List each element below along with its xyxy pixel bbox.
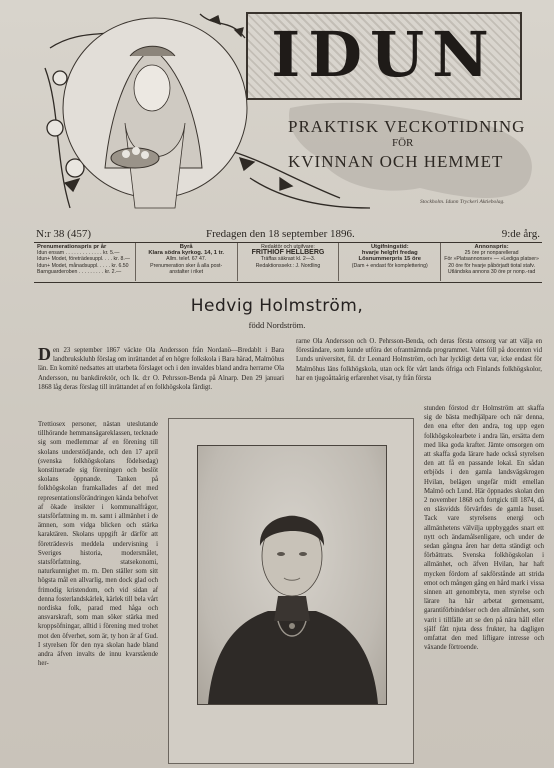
subscription-line: Barnguarderoben . . . . . . . . . kr. 2.— — [37, 268, 122, 275]
subscription-line: Idun ensam . . . . . . . . . . . . . kr. 5.— — [37, 250, 120, 257]
ads-line: Utländska annons 30 öre pr nonp.-rad — [447, 268, 536, 275]
masthead-title: IDUN — [271, 18, 497, 91]
tagline-line-2: FÖR — [392, 137, 414, 150]
publication-line: Lösnummerpris 15 öre — [358, 256, 422, 263]
issue-date: Fredagen den 18 september 1896. — [206, 228, 355, 240]
office-line: Prenumeration sker å alla post- — [150, 262, 223, 269]
paragraph: stunden förstod d:r Holmström att skaffa sig de bästa medhjälpare och när denna, den ena efter den andra, tog upp egen folkhögskolearbete i andra län, ersätta dem med lika goda krafter. Jämte omsorgen om att skaffa goda lärare hade också styrelsen den att få en passande lokal. En sådan erbjöds i den gamla landsvägskrogen Hvilan, belägen ungefär midt emellan Malmö och Lund. Här öppnades skolan den 2 november 1868 och fortgick till 1874, då en släsvidds förvärfdes de gamla huset. Tack vare styrelsens energi och allmänhetens välvilja uppbyggdes snart ett nytt och ändamålsenligare, och under de sedan gångna åren har detta ständigt och förbättrats. Svenska folkhögskolan i allmänhet, och äfven Hvilan, har haft mycken fördom af sakförstånde att strida emot och mången gång en hård mark i vissa sinnen att genombryta, men styrelse och lärare ha här arbetat gemensamt, garantiförbindelser och den allmänhet, som varit i tillfälle att se den på nära håll eller själf fått njuta dess frukter, ha dagligen omfattat den med lifligare intresse och växande förtroende. — [424, 405, 544, 652]
tagline-line-1: PRAKTISK VECKOTIDNING — [288, 117, 526, 136]
ads-heading: Annonspris: — [474, 244, 509, 250]
divider-bottom — [34, 282, 542, 283]
tagline-line-3: KVINNAN OCH HEMMET — [288, 152, 504, 171]
editor-box — [238, 243, 340, 281]
editor-line: Redaktionssekr.: J. Nordling — [255, 262, 321, 269]
maiden-portrait — [63, 18, 247, 208]
editor-line: Träffas säkrast kl. 2—3. — [260, 256, 316, 263]
issue-volume: 9:de årg. — [501, 228, 540, 240]
info-bar — [34, 243, 542, 281]
portrait-photo — [197, 445, 387, 705]
issue-number: N:r 38 (457) — [36, 228, 91, 240]
article-title: Hedvig Holmström, — [190, 296, 364, 316]
article-column-left — [38, 420, 158, 760]
publication-heading: Utgifningstid: — [370, 244, 409, 250]
tagline — [288, 116, 525, 172]
editor-name: FRITHIOF HELLBERG — [251, 249, 325, 257]
article-subtitle: född Nordström. — [248, 320, 306, 330]
drop-cap: D — [38, 346, 51, 364]
publication-line: hvarje helgfri fredag — [361, 250, 418, 257]
office-box — [136, 243, 238, 281]
masthead-logo — [246, 12, 522, 100]
printer-note: Stockholm. Idunn Tryckeri Aktiebolag. — [420, 199, 505, 205]
article-column-right — [424, 404, 544, 760]
portrait-frame — [168, 418, 414, 764]
article-column-top-right — [296, 337, 542, 411]
ads-box — [441, 243, 542, 281]
office-heading: Byrå — [179, 244, 193, 250]
ads-line: 25 öre pr nonparellerad — [464, 250, 519, 257]
article-column-top-left — [38, 346, 284, 420]
issue-line — [36, 228, 540, 242]
paragraph: en 23 september 1867 väckte Ola Andersson från Nordanö—Bredablt i Bara landbrukskluhb förslag om inrättandet af en högre folkskola i Bara härad, Malmöhus län. En komité nedsattes att utarbeta förslaget och i den invaldes bland andra herrarne Ola Andersson, nu bankdirektör, och lk. d:r O. Pehrsson-Benda på Alnarp. Den 29 januari 1868 låg deras förslag till inrättandet af en folkhögskola färdigt. — [38, 347, 284, 391]
publication-line: (Dam + endast för komplettering) — [351, 262, 428, 269]
editor-heading: Redaktör och utgifvare: — [261, 244, 315, 250]
office-address: Klara södra kyrkog. 14, 1 tr. — [148, 250, 225, 257]
subscription-heading: Prenumerationspris pr år — [37, 244, 107, 250]
subscription-box — [34, 243, 136, 281]
office-line: anstalter i riket — [169, 268, 204, 275]
portrait-figure — [198, 446, 386, 704]
ads-line: 20 öre för hvarje påbörjadt tiotal stafv. — [448, 262, 535, 269]
subscription-line: Idun+ Modet, företrädesuppl. . . . kr. 8.— — [37, 256, 130, 263]
office-line: Allm. telef. 67 47. — [166, 256, 207, 263]
publication-box — [339, 243, 441, 281]
ads-line: För »Platsannonser» — »Lediga platser» — [444, 256, 539, 263]
paragraph: Trettiosex personer, nästan uteslutande tillhörande hemmansägareklassen, tecknade sig som medlemmar af en förening till skolans understödjande, och den 17 april (svenska folkhögskolans födelsedag) konstituerade sig föreningen och beslöt skolans öppnande. Tanken på folkhögskolan framkallades af det med representationsförändringen kända behofvet af ökade insikter i kommunalfrågor, statsförfattning m. m. samt i allmänhet i de ämnen, som vidga blicken och stärka karaktären. Skolans uppgift är därför att företrädesvis meddela undervisning i Sveriges historia, modersmålet, statsförfattning, statsekonomi, naturkunnighet m. m. Den ställer som sitt högsta mål en allvarlig, men dock glad och frimodig kristendom, och vid sidan af denna fosterlandskärlek, kärlek till bela vårt nordiska folk, parad med håga och ansvarskraft, som man söker stärka med kroppsöfningar, alltid i förening med trohet mot den öfverhet, som är, ty hon är af Gud. I styrelsen för den nya skolan hade bland andra äfven invalts de innu kvarstående her- — [38, 421, 158, 668]
paragraph: rarne Ola Andersson och O. Pehrsson-Benda, och deras första omsorg var att välja en föreståndare, som kunde utföra det ofrantnämnda programmet. Valet föll på docenten vid Lunds universitet, fil. d:r Leonard Holmström, och har lyckligt detta var, icke endast för Malmöhus läns folkhögskola, utan ock för vårt lands öfriga och Finlands folkhögskolor, har en tjugoåttaårig erfarenhet visat, ty från första — [296, 338, 542, 382]
subscription-line: Idun+ Modet, månadsuppl. . . . . kr. 6.50 — [37, 262, 129, 269]
